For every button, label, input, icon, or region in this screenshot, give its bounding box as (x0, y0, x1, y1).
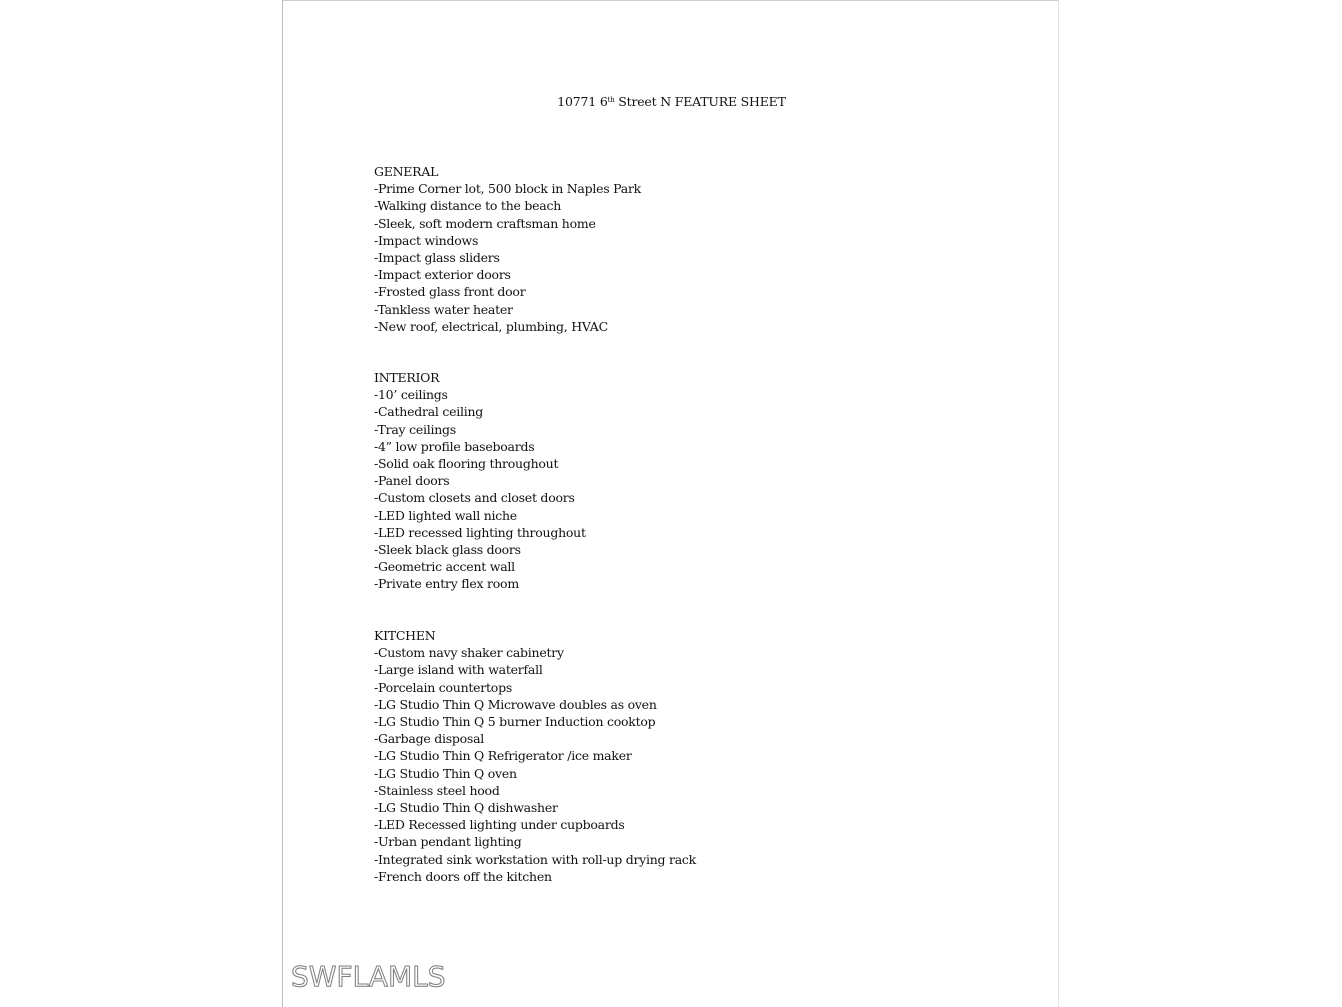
section-heading: KITCHEN (374, 628, 436, 643)
list-item: -Impact glass sliders (374, 250, 500, 266)
list-item: -Sleek black glass doors (374, 542, 521, 558)
section-heading: GENERAL (374, 164, 439, 179)
list-item: -Custom closets and closet doors (374, 490, 575, 506)
list-item: -Prime Corner lot, 500 block in Naples Park (374, 181, 641, 197)
list-item: -LG Studio Thin Q oven (374, 765, 517, 781)
list-item: -Impact windows (374, 232, 479, 248)
list-item: -10’ ceilings (374, 387, 448, 403)
feature-list (374, 386, 586, 592)
mls-watermark: SWFLAMLS (291, 960, 446, 993)
list-item: -Custom navy shaker cabinetry (374, 645, 564, 661)
list-item: -LG Studio Thin Q 5 burner Induction cooktop (374, 714, 656, 730)
list-item: -LG Studio Thin Q Refrigerator /ice maker (374, 748, 632, 764)
list-item: -Urban pendant lighting (374, 834, 522, 850)
list-item: -Cathedral ceiling (374, 404, 484, 420)
list-item: -4” low profile baseboards (374, 438, 535, 454)
list-item: -Impact exterior doors (374, 267, 511, 283)
section-kitchen (374, 627, 696, 885)
list-item: -Stainless steel hood (374, 782, 500, 798)
list-item: -LG Studio Thin Q dishwasher (374, 800, 558, 816)
list-item: -Private entry flex room (374, 576, 519, 592)
list-item: -French doors off the kitchen (374, 868, 552, 884)
page-title (283, 94, 1060, 109)
feature-list (374, 180, 641, 335)
list-item: -Tankless water heater (374, 301, 513, 317)
feature-list (374, 644, 696, 885)
list-item: -Integrated sink workstation with roll-up drying rack (374, 851, 697, 867)
section-general (374, 163, 641, 335)
document-page (282, 0, 1059, 1007)
title-suffix: Street N FEATURE SHEET (614, 94, 786, 109)
list-item: -Panel doors (374, 473, 450, 489)
list-item: -LED Recessed lighting under cupboards (374, 817, 625, 833)
list-item: -Porcelain countertops (374, 679, 512, 695)
list-item: -New roof, electrical, plumbing, HVAC (374, 318, 608, 334)
list-item: -Garbage disposal (374, 731, 485, 747)
section-heading: INTERIOR (374, 370, 440, 385)
list-item: -LED lighted wall niche (374, 507, 517, 523)
list-item: -Walking distance to the beach (374, 198, 562, 214)
section-interior (374, 369, 586, 593)
list-item: -Large island with waterfall (374, 662, 543, 678)
list-item: -LED recessed lighting throughout (374, 524, 586, 540)
list-item: -Solid oak flooring throughout (374, 456, 559, 472)
list-item: -LG Studio Thin Q Microwave doubles as oven (374, 696, 657, 712)
title-prefix: 10771 6 (557, 94, 608, 109)
title-superscript: th (607, 96, 615, 104)
list-item: -Geometric accent wall (374, 559, 515, 575)
list-item: -Tray ceilings (374, 421, 456, 437)
list-item: -Frosted glass front door (374, 284, 526, 300)
list-item: -Sleek, soft modern craftsman home (374, 215, 596, 231)
